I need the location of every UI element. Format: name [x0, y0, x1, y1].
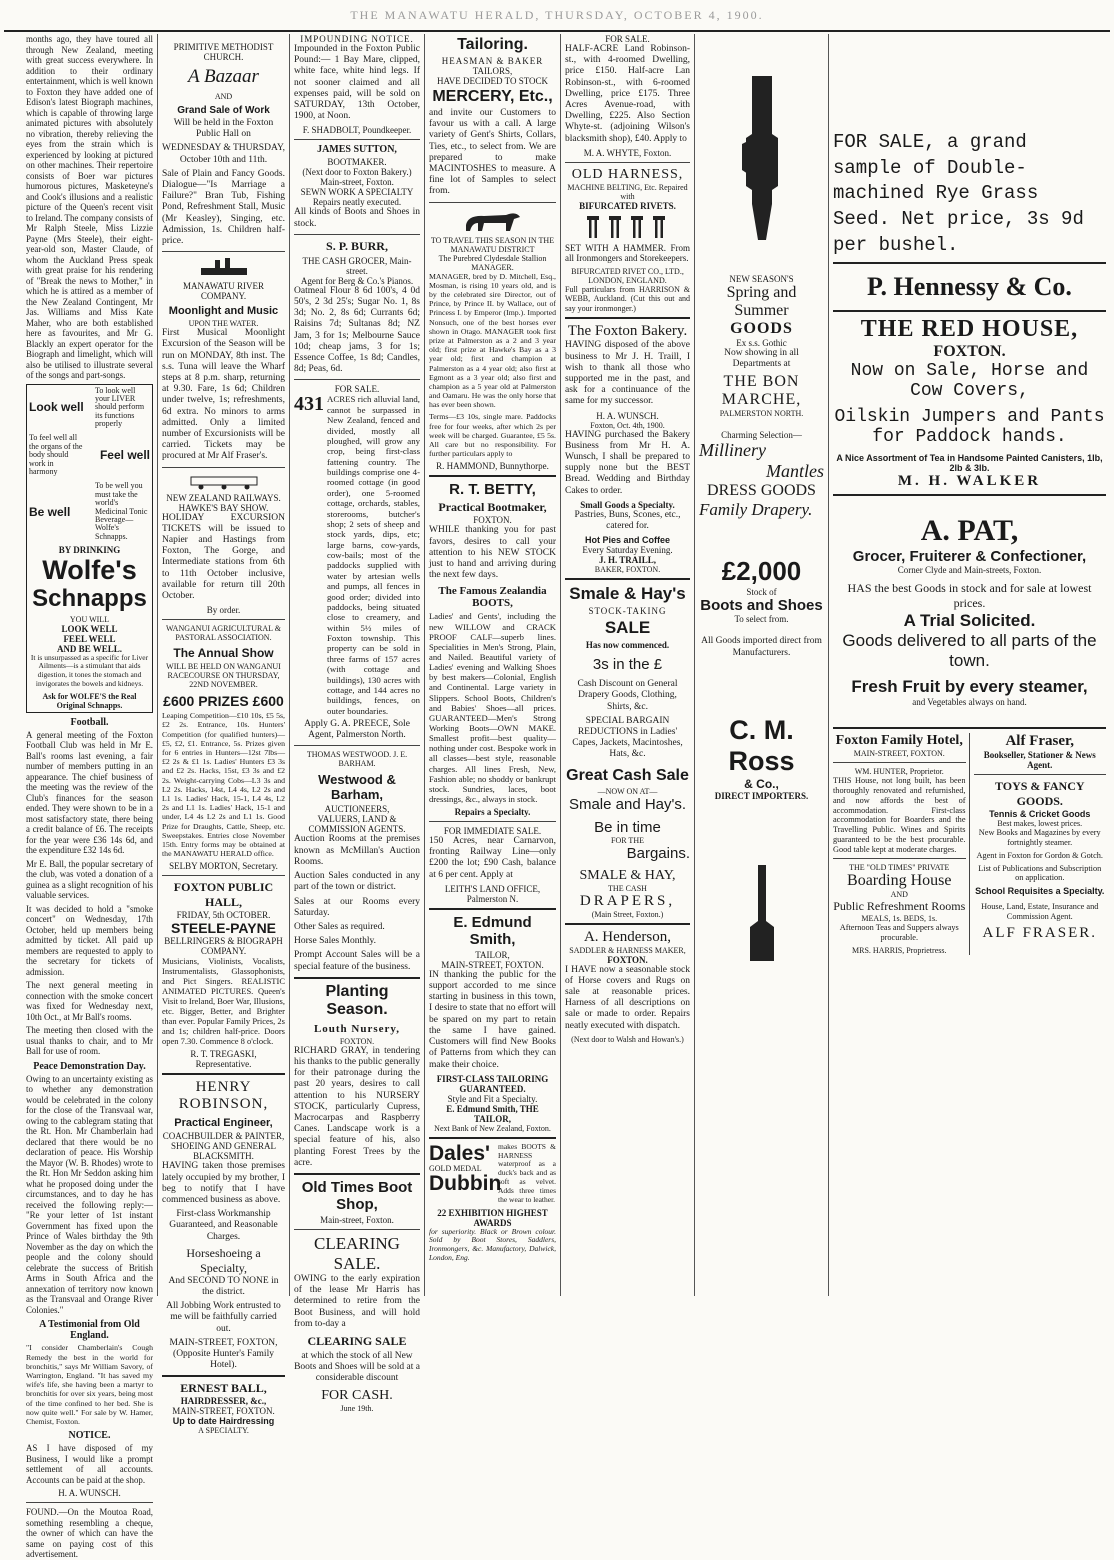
ad-title: TOYS & FANCY GOODS.	[994, 779, 1085, 809]
ad-line: LOOK WELL	[61, 623, 118, 634]
ad-title: Mantles	[766, 461, 824, 482]
pointing-hand-icon	[732, 74, 792, 244]
ad-subtitle: Louth Nursery,	[313, 1022, 401, 1035]
ad-title: The Annual Show	[173, 646, 274, 661]
divider	[294, 977, 420, 979]
ad-tagline: SEWN WORK A SPECIALTY	[300, 187, 414, 198]
ad-text: MANAGER, bred by D. Mitchell, Esq., Mosman, is rising 10 years old, and is by the celebrated sire Director, out of Prince, by Prince II. by Wallace, out of Princess I. by Emperor (Imp.). Imported Nonsuch, one of the best horses ever shown in Otago. MANAGER took first prize at Palmerston as a 2 and 3 year old; first prize at Hawke's Bay as a 3 year old; first and champion at Palmerston as a 4 year old; also first at Egmont as a 3 year old; also first and champion as a 5 year old at Palmerston and Oamaru. He was the only horse that has ever been shown.	[429, 271, 556, 410]
ad-text: HAVING taken those premises lately occupied by my brother, I beg to notify that I have commenced business as above.	[162, 1161, 285, 1206]
ad-title: STEELE-PAYNE	[170, 920, 277, 937]
ad-title: R. T. BETTY,	[449, 481, 536, 499]
article-text: It was decided to hold a "smoke concert" on Wednesday, 17th October, held up members being admitted by ticket. All paid up members are requested to apply to the secretary for tickets of admission.	[26, 903, 153, 977]
ad-subtitle: Tennis & Cricket Goods	[989, 809, 1091, 820]
divider	[833, 262, 1106, 264]
rivets-icon	[583, 214, 673, 240]
ad-title: Spring and Summer	[726, 284, 797, 319]
ad-subtitle: UPON THE WATER.	[188, 319, 259, 329]
article-heading: Football.	[70, 716, 109, 728]
ad-title: Smale and Hay's.	[568, 795, 687, 813]
ad-headline: Be well	[29, 504, 71, 519]
ad-subtitle: BELLRINGERS & BIOGRAPH COMPANY.	[164, 936, 283, 957]
ad-text: I HAVE now a seasonable stock of Horse covers and Rugs on sale at reasonable prices. Harness of all descriptions on sale or made to order. Repairs neatly executed with dispatch.	[565, 964, 690, 1031]
divider	[162, 1375, 285, 1377]
ad-text: HAVING disposed of the above business to Mr J. H. Traill, I wish to thank all those who supported me in the past, and ask for a continuance of the same for my successor.	[565, 340, 690, 407]
ad-address: FOXTON.	[473, 515, 512, 526]
divider	[162, 467, 285, 468]
ad-subtitle: & Co.,	[744, 776, 779, 791]
ad-text: Other Sales as required.	[294, 921, 385, 932]
ad-text: WEDNESDAY & THURSDAY, October 10th and 11th.	[162, 143, 285, 165]
ad-subtitle: DIRECT IMPORTERS.	[714, 790, 809, 801]
train-icon	[189, 472, 259, 490]
ad-text: Will be held in the Foxton Public Hall on	[173, 118, 274, 140]
ad-text: SPECIAL BARGAIN REDUCTIONS in Ladies' Capes, Jackets, Macintoshes, Hats, &c.	[572, 715, 683, 760]
signature: By order.	[206, 605, 241, 616]
column-5	[561, 34, 694, 1296]
ad-heading: THE "OLD TIMES" PRIVATE	[849, 863, 950, 873]
masthead	[0, 0, 1114, 30]
masthead-rule	[4, 30, 1110, 32]
ad-address: MAIN-STREET, FOXTON.	[441, 959, 544, 970]
ad-text: All kinds of Boots and Shoes in stock.	[294, 207, 420, 229]
ad-tagline: Repairs a Specialty.	[454, 807, 531, 818]
ad-text: HAVING purchased the Bakery Business from Mr H. A. Wunsch, I shall be prepared to supply none but the BEST Bread. Wedding and Birthday Cakes to order.	[565, 429, 690, 496]
bottom-ads	[833, 733, 1106, 955]
brand-name: Dubbin	[429, 1171, 502, 1195]
ad-heading: THOMAS WESTWOOD. J. E. BARHAM.	[306, 750, 408, 769]
ad-text: Goods delivered to all parts of the town.	[842, 631, 1097, 671]
ad-text: for superiority. Black or Brown colour. Sold by Boot Stores, Saddlers, Ironmongers, &c. Manufactory, Dalwick, London, Eng.	[429, 1226, 556, 1263]
ad-subtitle: AUCTIONEERS,	[324, 804, 390, 815]
ad-title: 3s in the £	[592, 656, 663, 674]
ad-title: C. M. Ross	[728, 714, 795, 776]
ad-subtitle: BIFURCATED RIVETS.	[579, 200, 676, 211]
ad-text: Best makes, lowest prices.	[997, 819, 1083, 829]
masthead-title: THE MANAWATU HERALD, THURSDAY, OCTOBER 4, 1900.	[350, 8, 764, 22]
ad-heading: FOR SALE.	[605, 34, 650, 44]
ad-title: Great Cash Sale	[566, 766, 689, 784]
divider	[833, 494, 1106, 496]
ad-text: Style and Fit a Specialty.	[447, 1093, 538, 1104]
ad-text: Agent for Berg & Co.'s Pianos.	[300, 275, 414, 286]
ad-subtitle: STOCK-TAKING	[588, 606, 667, 617]
divider	[429, 1137, 556, 1139]
ad-text: AND	[214, 92, 233, 101]
ad-text: Sale of Plain and Fancy Goods. Dialogue—"Is Marriage a Failure?" Bran Tub, Fishing Pond, Refreshment Stall, Music (Mr Keasley), Singing, etc. Admission, 1s. Children half-price.	[162, 168, 285, 247]
divider	[429, 821, 556, 822]
ad-address: FOXTON.	[607, 954, 648, 965]
ad-title: MERCERY, Etc.,	[432, 88, 553, 105]
ad-text: —NOW ON AT—	[597, 786, 658, 796]
ad-title: S. P. BURR,	[326, 238, 388, 253]
ad-text: To be well you must take the world's Medicinal Tonic Beverage—Wolfe's Schnapps.	[95, 481, 148, 541]
ad-title: A. Henderson,	[583, 928, 672, 945]
signature: H. A. WUNSCH.	[596, 410, 659, 421]
signature: E. Edmund Smith, THE TAILOR,	[446, 1103, 539, 1124]
ad-text: 150 Acres, near Carnarvon, fronting Railway Line—only £200 the lot; £90 Cash, balance at 6 per cent. Apply at	[429, 836, 556, 880]
divider	[974, 774, 1107, 775]
ad-text: and invite our Customers to favour us with a call. A large variety of Gent's Shirts, Collars, Ties, etc., to select from. We are prepared to make MACINTOSHES to measure. A fine lot of Samples to select from.	[429, 108, 556, 197]
ad-text: Ask for WOLFE'S the Real Original Schnapps.	[42, 691, 137, 710]
ad-text: Sales at our Rooms every Saturday.	[294, 896, 420, 918]
ad-subtitle: Bookseller, Stationer & News Agent.	[983, 750, 1096, 771]
signature: SELBY MORTON, Secretary.	[169, 861, 278, 872]
ad-text: To look well your LIVER should perform its functions properly	[95, 385, 145, 429]
ad-title: GOODS	[730, 320, 793, 337]
divider	[565, 578, 690, 580]
ad-title: HENRY ROBINSON,	[178, 1079, 269, 1113]
signature: J. H. TRAILL,	[598, 555, 657, 566]
ad-address: (Next door to Walsh and Howan's.)	[571, 1034, 684, 1044]
ad-text: Repairs neatly executed.	[312, 197, 402, 208]
ad-prize: £600 PRIZES £600	[163, 693, 284, 710]
signature: F. SHADBOLT, Poundkeeper.	[302, 125, 412, 136]
ad-text: THIS House, not long built, has been thoroughly renovated and refurnished, and now affords the best of accommodation. First-class accommodation for Boarders and the Travelling Public. Wines and Spirits guaranteed to be the best procurable. Good table kept at moderate charges.	[833, 776, 966, 854]
divider	[294, 379, 420, 380]
ad-text: To select from.	[734, 614, 789, 625]
ad-text: Full particulars from HARRISON & WEBB, Auckland. (Cut this out and say your ironmonger.)	[565, 285, 690, 313]
ad-text: To feel well all the organs of the body should work in harmony	[29, 433, 83, 477]
ad-text: And SECOND TO NONE in the district.	[168, 1275, 279, 1298]
ad-headline: Feel well	[99, 448, 150, 463]
divider	[294, 1173, 420, 1175]
ad-title: A Bazaar	[188, 66, 259, 87]
ad-title: THE RED HOUSE,	[860, 316, 1079, 343]
ad-subtitle: THE CASH	[608, 883, 647, 893]
ad-line: AND BE WELL.	[56, 643, 123, 654]
ad-subtitle: The Purebred Clydesdale Stallion MANAGER.	[438, 253, 547, 272]
ad-title: Moonlight and Music	[168, 305, 279, 318]
ad-address: (Next door to Foxton Bakery.) Main-street, Foxton.	[302, 167, 412, 188]
divider	[162, 875, 285, 876]
ad-text: makes BOOTS & HARNESS waterproof as a duck's back and as soft as velvet. Adds three times the wear to leather.	[498, 1141, 556, 1204]
divider	[162, 619, 285, 620]
ad-title: P. Hennessy & Co.	[867, 272, 1072, 302]
ad-text: BIFURCATED RIVET CO., LTD., LONDON, ENGLAND.	[571, 267, 684, 286]
ad-text: House, Land, Estate, Insurance and Commission Agent.	[981, 902, 1099, 921]
ad-subtitle: MACHINE BELTING, Etc. Repaired with	[567, 182, 688, 201]
ad-text: Horse Sales Monthly.	[294, 936, 376, 947]
ad-title: E. Edmund Smith,	[453, 913, 532, 948]
ad-heading: TO TRAVEL THIS SEASON IN THE MANAWATU DISTRICT	[430, 235, 555, 254]
ad-text: All Jobbing Work entrusted to me will be faithfully carried out.	[166, 1301, 281, 1334]
ad-tagline: Up to date Hairdressing	[172, 1416, 275, 1427]
divider	[429, 475, 556, 477]
ad-text: HOLIDAY EXCURSION TICKETS will be issued to Napier and Hastings from Foxton, The Gorge, and Intermediate stations from 6th to 11th October inclusive, available for return till 20th October.	[162, 512, 285, 602]
ad-title: £2,000	[721, 556, 802, 587]
ad-address: FOXTON.	[339, 1036, 375, 1046]
ad-text: Impounded in the Foxton Public Pound:— 1 Bay Mare, clipped, white face, white hind legs. If not sooner claimed and all expenses paid, will be sold on SATURDAY, 13th October, 1900, at Noon.	[294, 44, 420, 122]
ad-text: Cash Discount on General Drapery Goods, Clothing, Shirts, &c.	[577, 679, 678, 712]
article-text: Owing to an uncertainty existing as to whether any demonstration would be celebrated in the colony for the close of the Transvaal war, owing to the cablegram stating that the Rt. Hon. Mr Chamberlain had declared that there would be no declaration of peace. His Worship the Mayor (W. B. Rhodes) wrote to the Rt. Hon Mr Seddon asking him what he proposed doing under the circumstances, and to day he has received the following reply:— "Re your letter of 1st instant Government has fixed upon the Prince of Wales birthday the 9th November as the day on which the people and the colony should celebrate the success of British Arms in South Africa and the annexation of territory now known as the Transvaal and Orange River Colonies."	[26, 1073, 153, 1315]
ad-date: FRIDAY, 5th OCTOBER.	[176, 910, 271, 921]
article-text: "I consider Chamberlain's Cough Remedy the best in the world for bronchitis," says Mr William Savory, of Warrington, England. "It has saved my wife's life, she having been a martyr to bronchitis for over six years, being most of the time confined to her bed. She is now quite well." For sale by W. Hamer, Chemist, Foxton.	[26, 1343, 153, 1426]
ad-heading: FOR IMMEDIATE SALE.	[443, 826, 542, 837]
divider	[565, 162, 690, 163]
column-7	[829, 34, 1110, 1296]
ad-subtitle: TAILOR,	[475, 949, 510, 960]
signature: R. HAMMOND, Bunnythorpe.	[436, 461, 549, 472]
ad-subhead: BY DRINKING	[58, 545, 121, 556]
ad-subtitle: Horseshoeing a Specialty,	[186, 1245, 261, 1275]
divider	[162, 1073, 285, 1075]
ad-title: DRAPERS,	[579, 892, 676, 909]
ad-text: New Books and Magazines by every fortnightly steamer.	[978, 828, 1101, 847]
ad-text: OWING to the early expiration of the lease Mr Harris has determined to retire from the Boot Business, and will hold from to-day a	[294, 1273, 420, 1329]
ad-subtitle: THE CASH GROCER, Main-street.	[302, 255, 412, 276]
ad-title: Fresh Fruit by every steamer,	[851, 677, 1088, 697]
column-4	[425, 34, 560, 1296]
ad-text: Terms—£3 10s, single mare. Paddocks free for four weeks, after which 2s per week will be charged. Guarantee, £5 5s. All care but no responsibility. For further particulars apply to	[429, 412, 556, 459]
ad-subtitle: School Requisites a Specialty.	[975, 886, 1105, 897]
ad-text: Every Saturday Evening.	[582, 545, 673, 556]
article-text: A general meeting of the Foxton Football Club was held in Mr E. Ball's rooms last evening, a fair number of members putting in an appearance. The chief business of the meeting was the review of the Club's finances for the season ended. They were shown to be in a most satisfactory state, there being a credit balance of £6. The receipts for the year were £36 14s 6d, and the expenditure £32 14s 6d.	[26, 729, 153, 856]
ad-text: Agent in Foxton for Gordon & Gotch.	[976, 850, 1103, 860]
divider	[294, 745, 420, 746]
ad-text: All Goods imported direct from Manufacturers.	[701, 636, 822, 658]
signature: H. A. WUNSCH.	[58, 1488, 121, 1499]
ad-text: at which the stock of all New Boots and Shoes will be sold at a considerable discount	[294, 1350, 420, 1384]
ad-text: IN thanking the public for the support accorded to me since starting in business in this town, I desire to state that no effort will be spared on my part to retain the same I have gained. Customers will find New Books of Patterns from which they can make their choice.	[429, 969, 556, 1070]
ad-tagline: Small Goods a Specialty.	[580, 499, 675, 510]
ad-text: Ladies' and Gents', including the new WILLOW and CRACK PROOF CALF—superb lines. Specialities in Men's Strong, Plain, and Nailed. Beautiful variety of Ladies' evening and Walking Shoes by best makers—Colonial, English and Continental. Large variety in Slippers. School Boots, Children's and Babies' Shoes—all prices. GUARANTEED—Men's Strong Working Boots—OWN MAKE. Smallest profit—best quality—nothing under cost. Bespoke work in all classes—best style, reasonable charges. All lines Fresh, New, Fashion able; no shoddy or bankrupt stock. Sundries, laces, boot dressings, &c., always in stock.	[429, 611, 556, 804]
signature: M. H. WALKER	[897, 473, 1042, 490]
ad-heading: FOXTON PUBLIC HALL,	[173, 880, 274, 910]
ad-text: Now on Sale, Horse and Cow Covers,	[850, 361, 1089, 402]
ad-address: MAIN-STREET, FOXTON.	[853, 749, 945, 759]
ad-text: A Nice Assortment of Tea in Handsome Painted Canisters, 1lb, 2lb & 3lb.	[836, 453, 1103, 474]
ad-title: Be in time	[594, 818, 661, 836]
signature: LEITH'S LAND OFFICE, Palmerston N.	[444, 883, 541, 904]
ad-text: YOU WILL	[69, 614, 110, 624]
ad-text: FOR THE	[611, 835, 644, 845]
ad-tagline: FOR CASH.	[321, 1387, 393, 1403]
ad-subtitle: Grocer, Fruiterer & Confectioner,	[852, 548, 1087, 566]
ad-date: June 19th.	[340, 1403, 374, 1413]
signature: R. T. TREGASKI, Representative.	[190, 1049, 257, 1070]
ad-text: Stock of	[746, 587, 777, 598]
ad-text: RICHARD GRAY, in tendering his thanks to the public generally for their patronage during the past 20 years, desires to call attention to his NURSERY STOCK, particularly Cupress, Macrocarpas and Raspberry Canes. Landscape work is a special feature of his, also planting Forest Trees by the acre.	[294, 1045, 420, 1168]
ad-number: 431	[294, 393, 324, 416]
ad-address: Next Bank of New Zealand, Foxton.	[434, 1123, 551, 1133]
ad-headline: Look well	[29, 400, 84, 415]
ad-subtitle: Has now commenced.	[585, 640, 670, 651]
ad-tagline: A SPECIALTY.	[198, 1426, 249, 1436]
ad-address: MAIN-STREET, FOXTON.	[172, 1406, 275, 1417]
divider	[833, 858, 966, 859]
ad-subtitle: Practical Engineer,	[174, 1117, 273, 1130]
article-text: The meeting then closed with the usual thanks to chair, and to Mr Ball for use of room.	[26, 1025, 153, 1057]
ad-subtitle: SADDLER & HARNESS MAKER,	[569, 945, 686, 955]
signature: M. A. WHYTE, Foxton.	[583, 147, 672, 158]
ad-text: NEW SEASON'S	[729, 274, 794, 284]
ad-subtitle: CLEARING SALE	[307, 1333, 407, 1348]
ad-text: Auction Sales conducted in any part of the town or district.	[294, 871, 420, 893]
ad-address: PALMERSTON NORTH.	[719, 409, 804, 419]
ad-title: A Trial Solicited.	[903, 611, 1036, 631]
divider	[162, 251, 285, 252]
ad-title: Foxton Family Hotel,	[835, 733, 963, 749]
column-6	[695, 34, 828, 1296]
brand-name: Dales'	[429, 1141, 491, 1165]
ad-title: The Foxton Bakery.	[567, 323, 688, 340]
ad-text: Pastries, Buns, Scones, etc., catered for.	[574, 509, 681, 531]
article-text: The next general meeting in connection with the smoke concert was fixed for Wednesday next, 10th Oct., at Mr Ball's rooms.	[26, 980, 153, 1022]
ad-tagline: 22 EXHIBITION HIGHEST AWARDS	[437, 1207, 548, 1228]
divider	[565, 923, 690, 925]
ad-title: Boots and Shoes	[700, 597, 823, 615]
ad-text: GOLD MEDAL	[429, 1163, 482, 1173]
ad-title: Alf Fraser,	[1005, 733, 1075, 750]
article-text: Mr E. Ball, the popular secretary of the club, was voted a donation of a guinea as a slight recognition of his valuable services.	[26, 858, 153, 901]
ad-text: HAVE DECIDED TO STOCK	[436, 76, 549, 86]
ad-tagline: FIRST-CLASS TAILORING GUARANTEED.	[436, 1073, 549, 1094]
ad-text: Oatmeal Flour 8 6d 100's, 4 0d 50's, 2 3d 25's; Sugar No. 1, 8s 3d; No. 2, 8s 6d; Currants 6d; Raisins 7d; Sultanas 8d; NZ Jam, 3 for 1s; Melbourne Sauce 10d; cheap jams, 3 for 1s; Essence Coffee, 1s 8d; Candles, 8d; Peas, 6d.	[294, 285, 420, 375]
ad-title: ERNEST BALL,	[180, 1381, 267, 1396]
ad-title: CLEARING SALE.	[314, 1233, 400, 1273]
ad-text: HALF-ACRE Land Robinson-st., with 4-roomed Dwelling, price £150. Half-acre Lan Robinson-st., with 6-roomed Dwelling, price £175. Three Acres Avenue-road, with Dwelling, £225. Also Section Whyte-st. (adjoining Wilson's blacksmith shop), £40. Apply to	[565, 44, 690, 144]
divider	[833, 310, 1106, 312]
ad-heading: FOR SALE.	[334, 384, 380, 395]
ad-heading: MANAWATU RIVER COMPANY.	[182, 281, 265, 302]
ad-text: MEALS, 1s. BEDS, 1s.	[861, 914, 938, 924]
divider	[294, 139, 420, 140]
ad-address: Main-street, Foxton.	[320, 1214, 394, 1225]
column-2	[158, 34, 289, 1436]
ad-date: Foxton, Oct. 4th, 1900.	[590, 420, 665, 430]
ad-title: Boarding House	[847, 872, 952, 890]
column-3	[290, 34, 424, 1413]
ad-title: JAMES SUTTON,	[317, 144, 397, 156]
ad-title: Bargains.	[626, 844, 690, 862]
brand-name: Wolfe's	[42, 555, 137, 586]
ad-text: First-class Workmanship Guaranteed, and Reasonable Charges.	[169, 1209, 278, 1242]
ad-text: List of Publications and Subscription on application.	[978, 863, 1102, 883]
ad-text: and Vegetables always on hand.	[912, 697, 1027, 708]
ad-address: BAKER, FOXTON.	[594, 565, 661, 575]
ad-text: ACRES rich alluvial land, cannot be surpassed in New Zealand, fenced and divided, mostly all ploughed, will grow any crop, being first-class fattening country. The buildings comprise one 4-roomed cottage (in good order), one 5-roomed cottage, orchards, stables, storerooms, butcher's shop; 2 sets of sheep and stock yards, dips, etc; large barns, cow-yards, cow-bails; most of the paddocks supplied with water by artesian wells and pumps, all fences in good order; divided into paddocks, being situated close to creamery, and within 5½ miles of Foxton township. This property can be sold in three farms of 157 acres (with cottage and buildings), 130 acres with cottage, and 144 acres no buildings, fences, on outer boundaries.	[327, 394, 420, 716]
dales-dubbin-ad	[429, 1143, 556, 1208]
ad-title: Public Refreshment Rooms	[833, 899, 966, 914]
ad-text: WILL BE HELD ON WANGANUI RACECOURSE ON THURSDAY, 22ND NOVEMBER.	[166, 662, 281, 690]
ad-text: Afternoon Teas and Suppers always procurable.	[839, 923, 959, 943]
ad-text: MAIN-STREET, FOXTON, (Opposite Hunter's Family Hotel).	[169, 1337, 278, 1371]
ad-title: THE BON MARCHE,	[721, 373, 802, 409]
ad-subtitle: HAIRDRESSER, &c.,	[180, 1396, 267, 1407]
ad-text: First Musical Moonlight Excursion of the Season will be run on MONDAY, 8th inst. The s.s. Tuna will leave the Wharf steps at 8 p.m. sharp, returning at 9.30. Fare, 1s 6d; Children under twelve, 1s; refreshments, 6d extra. No minors to arms admitted. Only a limited number of Excursionists will be carried. Tickets may be procured at Mr Alf Fraser's.	[162, 328, 285, 462]
divider	[565, 317, 690, 319]
ad-subtitle: TAILORS,	[472, 66, 513, 76]
ad-text: SET WITH A HAMMER. From all Ironmongers and Storekeepers.	[565, 242, 690, 264]
ad-title: SMALE & HAY,	[579, 867, 676, 883]
ad-text: Musicians, Violinists, Vocalists, Instrumentalists, Glassophonists, and Pict Singers. REALISTIC ANIMATED PICTURES. Queen's Visit to Ireland, Boer War, Illusions, etc. Bigger, Better, and Brighter than ever. Popular Family Prices, 2s and 1s; children half-price. Doors open 7.30. Commence 8 o'clock.	[162, 956, 285, 1047]
ad-title: Westwood & Barham,	[318, 772, 396, 803]
ad-title: Tailoring.	[457, 36, 528, 53]
article-text: FOUND.—On the Moutoa Road, something resembling a cheque, the owner of which can have the same on paying cost of this advertisement.	[26, 1507, 153, 1560]
signature: ALF FRASER.	[982, 924, 1098, 941]
ad-subtitle: The Famous Zealandia BOOTS,	[438, 585, 547, 610]
divider	[294, 234, 420, 235]
ad-title: SALE	[604, 618, 651, 638]
ad-address: Corner Clyde and Main-streets, Foxton.	[897, 565, 1042, 576]
ad-text: Leaping Competition—£10 10s, £5 5s, £2 2s. Entrance, 10s. Hunters' Competition (for qualified hunters)—£5, £2, £1. Entrance, 5s. Prizes given for 6 entries in Hunters—12st 7lbs—£2 2s & £1 1s. Ladies' Hunters £3 3s and £2 2s. Hacks, 15st, £3 3s and £2 2s. Weight-carrying Cobs—L3 3s and L2 2s. Hacks, 14st, L4 4s, L2 2s and L1 1s. Ladies' Hack, 15-1, L4 4s, L2 2s and L1 1s. Ladies' Hack, 15-1 and under, L4 4s L2 2s and L1 1s. Good Prize for Draughts, Cattle, Sheep, etc. Sweepstakes. Entries close November 15th. Entry forms may be obtained at the MANAWATU HERALD office.	[162, 711, 285, 859]
ad-line: FEEL WELL	[63, 633, 116, 644]
ad-heading: WANGANUI AGRICULTURAL & PASTORAL ASSOCIATION.	[166, 624, 281, 643]
signature: Apply G. A. PREECE, Sole Agent, Palmerston North.	[304, 719, 410, 741]
divider	[26, 1502, 153, 1503]
divider	[833, 762, 966, 763]
column-1	[22, 34, 157, 1560]
ad-text: Oilskin Jumpers and Pants for Paddock hands.	[834, 407, 1105, 448]
article-heading: A Testimonial from Old England.	[39, 1319, 140, 1342]
ad-text: WHILE thanking you for past favors, desires to call your attention to his NEW STOCK just to hand and arriving during the next few days.	[429, 525, 556, 581]
article-text: months ago, they have toured all through New Zealand, meeting with great success everywhere. In addition to their ordinary entertainment, which is well known to Foxton they have added one of Edison's latest Biograph machines, which is capable of throwing large animated pictures with absolutely no vibration, thereby relieving the eyes from the strain which is experienced by looking at pictured on other machines. Their repertoire consists of Boer war pictures humorous pictures, Masketeyne's and Cook's illusions and a realistic picture of the Queen's recent visit to Ireland. The company consists of Mr Ralph Steele, Miss Lizzie Payne (Mrs Steele), their eight-year-old son, Master Claude, of whom the Auckland Press speak with great praise for his rendering of "Break the news to Mother," in which he is attired as a member of the New Zealand Contingent, Mr Jas. Williams and Miss Kate Maher, who are both established here as favourites, and Mr G. Blackly an expert operator for the Biograph and limelight, which will also be utilised to illustrate several of the songs and part-songs.	[26, 34, 154, 380]
ad-text: HAS the best Goods in stock and for sale at lowest prices.	[847, 581, 1092, 611]
ad-title: Planting Season.	[325, 982, 389, 1018]
article-heading: NOTICE.	[68, 1430, 111, 1442]
ad-subtitle: Practical Bootmaker,	[438, 500, 547, 515]
ad-subtitle: VALUERS, LAND & COMMISSION AGENTS.	[308, 814, 406, 835]
ad-title: Millinery	[699, 440, 766, 461]
ad-text: Ex s.s. Gothic	[736, 338, 787, 348]
article-text: AS I have disposed of my Business, I would like a prompt settlement of all accounts. Accounts can be paid at the shop.	[26, 1443, 153, 1485]
ad-heading: PRIMITIVE METHODIST CHURCH.	[173, 42, 274, 62]
ad-heading: IMPOUNDING NOTICE.	[300, 34, 414, 44]
signature: WM. HUNTER, Proprietor.	[854, 767, 944, 777]
ad-text: Prompt Account Sales will be a special feature of the business.	[294, 950, 420, 972]
ad-tagline: Hot Pies and Coffee	[584, 535, 670, 546]
ad-text: Charming Selection—	[721, 430, 802, 441]
ad-title: Smale & Hay's	[569, 584, 686, 604]
ad-subtitle: FOXTON.	[933, 343, 1006, 361]
ad-subtitle: COACHBUILDER & PAINTER, SHOEING AND GENERAL BLACKSMITH.	[162, 1131, 285, 1162]
ad-text: Now showing in all Departments at	[724, 348, 799, 370]
ad-subtitle: HAWKE'S BAY SHOW.	[178, 502, 269, 513]
horse-icon	[458, 207, 528, 233]
ad-subtitle: BOOTMAKER.	[327, 157, 387, 168]
ad-text: Auction Rooms at the premises known as McMillan's Auction Rooms.	[294, 834, 420, 867]
ad-text: AND	[890, 890, 908, 900]
divider	[429, 202, 556, 203]
ad-subtitle: Grand Sale of Work	[177, 105, 270, 116]
ad-text: FOR SALE, a grand sample of Double-machined Rye Grass Seed. Net price, 3s 9d per bushel.	[833, 131, 1084, 256]
steamer-icon	[199, 256, 249, 278]
ad-title: Family Drapery.	[699, 500, 813, 520]
ad-address: (Main Street, Foxton.)	[591, 909, 664, 919]
wolfes-schnapps-ad	[26, 384, 153, 713]
ad-title: OLD HARNESS,	[571, 166, 684, 182]
divider	[429, 908, 556, 910]
divider	[833, 727, 1106, 729]
ad-title: Old Times Boot Shop,	[301, 1178, 413, 1213]
ad-heading: NEW ZEALAND RAILWAYS.	[166, 492, 281, 503]
pointing-hand-icon	[742, 861, 782, 981]
ad-title: A. PAT,	[920, 514, 1019, 548]
ad-text: It is unsurpassed as a specific for Liver Ailments—is a stimulant that aids digestion, it tones the stomach and invigorates the bowels and kidneys.	[30, 652, 149, 689]
article-heading: Peace Demonstration Day.	[33, 1060, 146, 1072]
divider	[294, 1229, 420, 1230]
brand-name: Schnapps	[32, 585, 147, 613]
ad-title: DRESS GOODS	[707, 482, 816, 500]
signature: MRS. HARRIS, Proprietress.	[852, 946, 947, 956]
ad-subtitle: HEASMAN & BAKER	[441, 56, 544, 66]
